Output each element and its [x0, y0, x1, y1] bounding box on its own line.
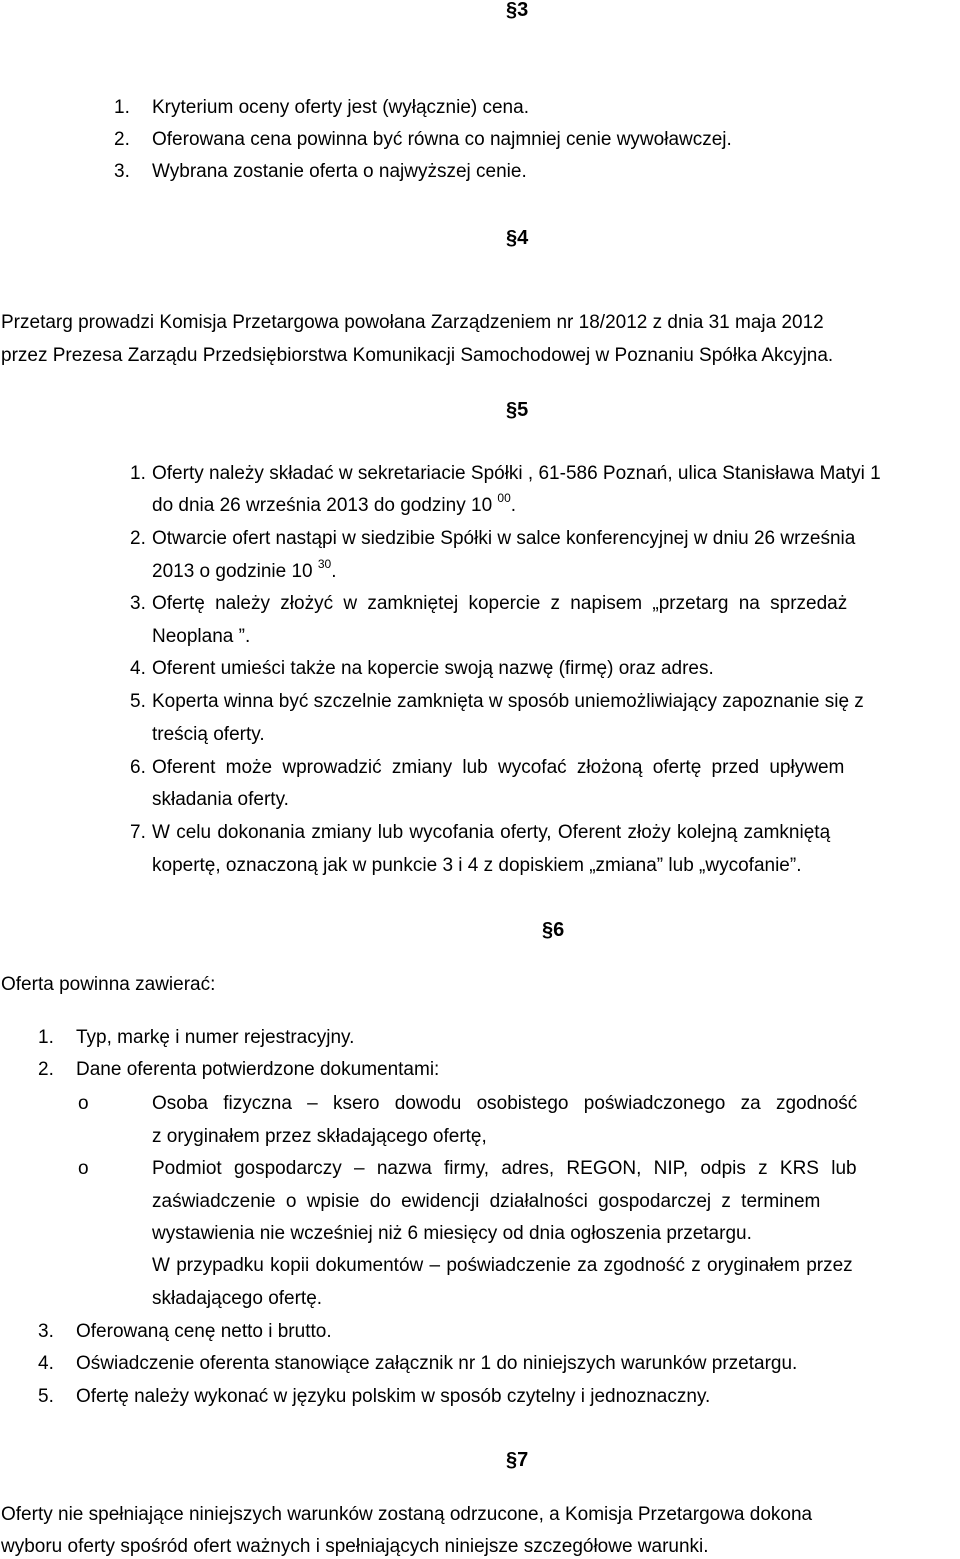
list-item-line: wystawienia nie wcześniej niż 6 miesięcy od dnia ogłoszenia przetargu. [152, 1223, 752, 1244]
list-item-line: Oferent może wprowadzić zmiany lub wycofać złożoną ofertę przed upływem [152, 757, 845, 778]
list-number: 1. [114, 97, 130, 118]
list-number: 3. [114, 161, 130, 182]
list-item-line: Podmiot gospodarczy – nazwa firmy, adres, REGON, NIP, odpis z KRS lub [152, 1158, 857, 1179]
list-item-line [152, 490, 517, 518]
list-number: 4. [38, 1353, 54, 1374]
list-number: 2. [114, 129, 130, 150]
list-item: Oferowana cena powinna być równa co najmniej cenie wywoławczej. [152, 129, 732, 150]
time-superscript: 30 [317, 556, 332, 571]
section-heading-7: §7 [506, 1449, 529, 1471]
list-item-line: z oryginałem przez składającego ofertę, [152, 1126, 487, 1147]
list-item-line: W celu dokonania zmiany lub wycofania oferty, Oferent złoży kolejną zamkniętą [152, 822, 831, 843]
list-item: Typ, markę i numer rejestracyjny. [76, 1027, 355, 1048]
list-number: 3. [38, 1321, 54, 1342]
list-item: Oświadczenie oferenta stanowiące załącznik nr 1 do niniejszych warunków przetargu. [76, 1353, 798, 1374]
list-item-line: Neoplana ”. [152, 626, 251, 647]
section-heading-4: §4 [506, 227, 529, 249]
list-item-line: W przypadku kopii dokumentów – poświadczenie za zgodność z oryginałem przez [152, 1255, 853, 1276]
list-item-line: składającego ofertę. [152, 1288, 323, 1309]
section-heading-6: §6 [542, 919, 565, 941]
time-superscript: 00 [497, 490, 511, 505]
list-item-text: Otwarcie ofert nastąpi w siedzibie Spółki w salce konferencyjnej w dniu 26 września [152, 528, 856, 549]
paragraph-line [1, 311, 956, 335]
list-number: 1. [38, 1027, 54, 1048]
list-item: Kryterium oceny oferty jest (wyłącznie) cena. [152, 97, 529, 118]
list-item: Oferowaną cenę netto i brutto. [76, 1321, 332, 1342]
paragraph-text: Przetarg prowadzi Komisja Przetargowa powołana Zarządzeniem nr 18/2012 z dnia 31 maja 2012 [1, 312, 824, 333]
list-number: 4. [130, 658, 146, 679]
list-item-line: Osoba fizyczna – ksero dowodu osobistego poświadczonego za zgodność [152, 1093, 858, 1114]
paragraph-line [1, 1503, 956, 1527]
paragraph-line: przez Prezesa Zarządu Przedsiębiorstwa Komunikacji Samochodowej w Poznaniu Spółka Akcyjna. [1, 345, 834, 366]
list-item-line: Koperta winna być szczelnie zamknięta w sposób uniemożliwiający zapoznanie się z [152, 691, 864, 712]
paragraph-line: wyboru oferty spośród ofert ważnych i spełniających niniejsze szczegółowe warunki. [1, 1536, 709, 1557]
list-item-line: Oferent umieści także na kopercie swoją nazwę (firmę) oraz adres. [152, 658, 714, 679]
list-number: 1. [130, 463, 146, 484]
list-item-line: składania oferty. [152, 789, 289, 810]
list-item-text: 2013 o godzinie 10 [152, 561, 313, 582]
list-item-line: Oferty należy składać w sekretariacie Spółki , 61-586 Poznań, ulica Stanisława Matyi 1 [152, 463, 881, 484]
section-heading-3: §3 [506, 0, 529, 21]
list-item-text: . [331, 561, 337, 582]
list-item: Wybrana zostanie oferta o najwyższej cenie. [152, 161, 527, 182]
list-item: Ofertę należy wykonać w języku polskim w sposób czytelny i jednoznaczny. [76, 1386, 711, 1407]
list-item-line [152, 556, 337, 584]
list-item-text: . [510, 495, 517, 516]
list-number: 5. [130, 691, 146, 712]
paragraph-text: Oferty nie spełniające niniejszych warunków zostaną odrzucone, a Komisja Przetargowa dokona [1, 1504, 813, 1525]
list-item-line: Ofertę należy złożyć w zamkniętej kopercie z napisem „przetarg na sprzedaż [152, 593, 848, 614]
list-number: 5. [38, 1386, 54, 1407]
list-number: 7. [130, 822, 146, 843]
section-heading-5: §5 [506, 399, 529, 421]
list-number: 2. [38, 1059, 54, 1080]
bullet-marker: o [78, 1093, 89, 1114]
list-number: 6. [130, 757, 146, 778]
section-intro: Oferta powinna zawierać: [1, 974, 216, 995]
bullet-marker: o [78, 1158, 89, 1179]
list-number: 2. [130, 528, 146, 549]
list-item-text: do dnia 26 września 2013 do godziny 10 [152, 495, 493, 516]
list-item-line: kopertę, oznaczoną jak w punkcie 3 i 4 z dopiskiem „zmiana” lub „wycofanie”. [152, 855, 802, 876]
list-number: 3. [130, 593, 146, 614]
list-item: Dane oferenta potwierdzone dokumentami: [76, 1059, 440, 1080]
list-item-line: zaświadczenie o wpisie do ewidencji działalności gospodarczej z terminem [152, 1191, 821, 1212]
list-item-line [152, 527, 955, 551]
list-item-line: treścią oferty. [152, 724, 265, 745]
